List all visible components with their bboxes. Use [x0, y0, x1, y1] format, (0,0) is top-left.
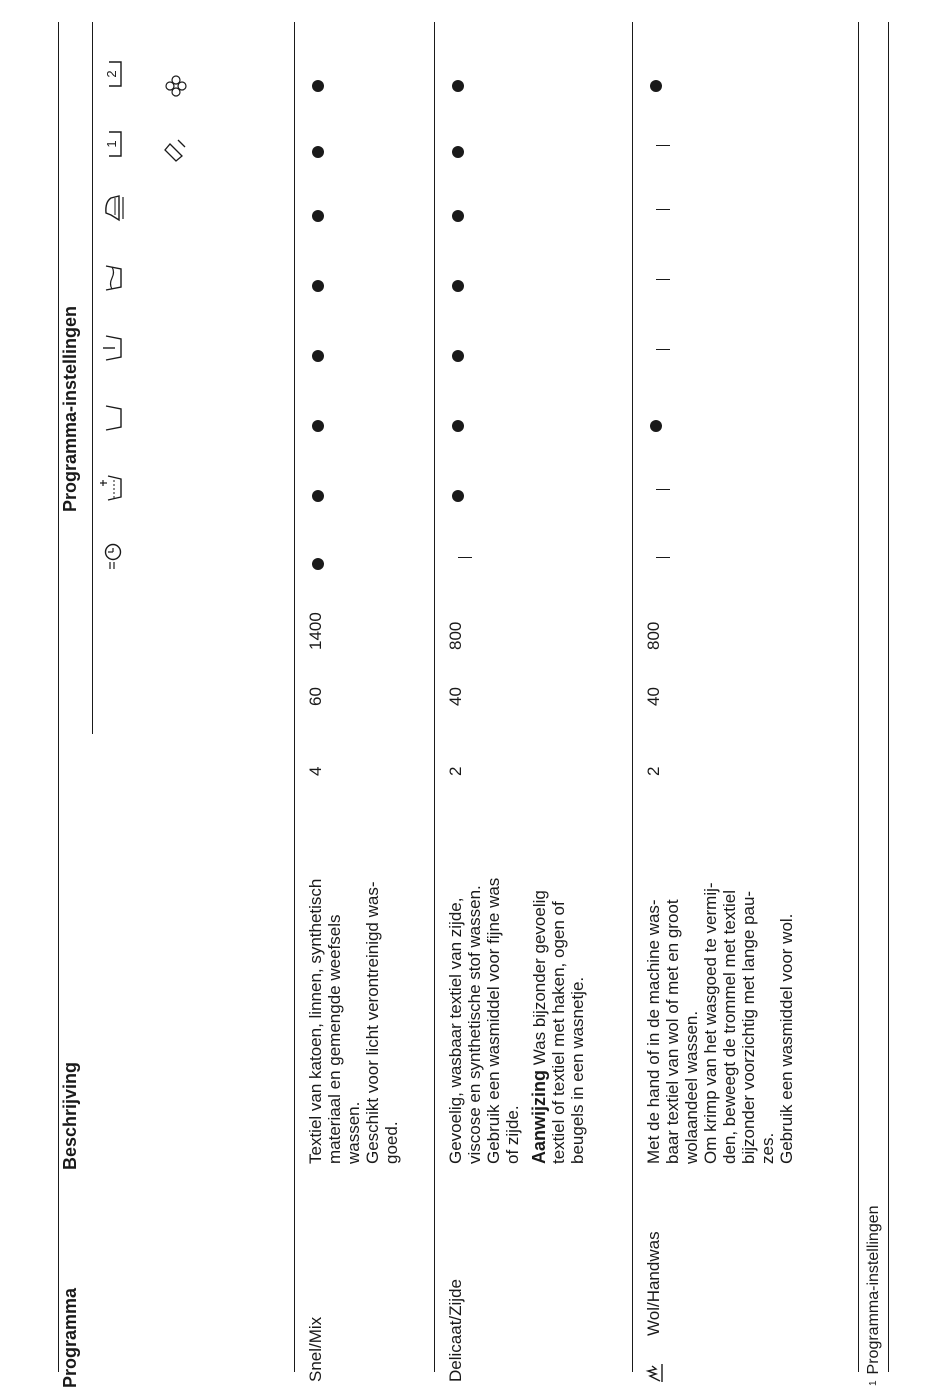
desc-line: wolaandeel wassen.: [682, 1010, 701, 1164]
bottle-icon-v: [162, 136, 190, 164]
snel-mix-spin: 1400: [306, 612, 325, 650]
gentle-wash-icon-v: [100, 262, 126, 294]
note-line: beugels in een wasnetje.: [568, 976, 587, 1164]
mark-dot: [452, 146, 464, 158]
detergent-dose-1-icon-v: [100, 128, 126, 160]
wol-handwas-load: 2: [644, 766, 663, 776]
mark-dot: [312, 210, 324, 222]
footnote-text-v: Programma-instellingen: [865, 1205, 882, 1375]
delicaat-zijde-description: [446, 878, 587, 1164]
desc-line: of zijde.: [503, 1105, 522, 1164]
wol-handwas-temp: 40: [644, 687, 663, 706]
dose-1-label-v: 1: [104, 140, 119, 148]
wol-handwas-spin: 800: [644, 621, 663, 650]
rule-instellingen-underline: [92, 22, 93, 734]
delicaat-zijde-temp: 40: [446, 687, 465, 706]
mark-dot: [312, 420, 324, 432]
desc-line: goed.: [382, 1121, 401, 1164]
mark-dot: [312, 350, 324, 362]
delicaat-zijde-name: Delicaat/Zijde: [446, 1279, 465, 1382]
dose-2-label-v: 2: [104, 70, 119, 78]
prewash-icon-v: [100, 402, 126, 434]
header-beschrijving-v: Beschrijving: [60, 1061, 80, 1170]
footnote-v: [864, 1205, 884, 1386]
header-instellingen-v: Programma-instellingen: [60, 305, 80, 512]
mark-dash: [656, 489, 670, 490]
mark-dash: [458, 557, 472, 558]
mark-dot: [452, 350, 464, 362]
desc-line: baar textiel van wol of met en groot: [663, 899, 682, 1164]
rule-left: [58, 22, 59, 1372]
speed-wash-icon-v: [100, 540, 126, 572]
rule-footnote-end: [888, 22, 889, 1372]
desc-line: wassen.: [344, 1101, 363, 1164]
desc-line: Gevoelig, wasbaar textiel van zijde,: [446, 897, 465, 1164]
snel-mix-description: [306, 879, 401, 1164]
desc-line: Om krimp van het wasgoed te vermij-: [701, 882, 720, 1164]
rule-row2-end: [632, 22, 633, 1372]
mark-dot: [650, 80, 662, 92]
snel-mix-name: Snel/Mix: [306, 1316, 325, 1382]
extra-rinse-icon-v: [100, 472, 126, 504]
note-text: Was bijzonder gevoelig: [530, 890, 549, 1070]
mark-dot: [650, 420, 662, 432]
wol-handwas-description: [644, 882, 796, 1164]
desc-line: bijzonder voorzichtig met lange pau-: [739, 890, 758, 1164]
desc-line: materiaal en gemengde weefsels: [325, 914, 344, 1164]
mark-dash: [656, 349, 670, 350]
footnote-number-v: 1: [868, 1380, 879, 1386]
note-line: [530, 878, 549, 1164]
iron-easy-icon-v: [100, 192, 126, 224]
mark-dash: [656, 145, 670, 146]
delicaat-zijde-spin: 800: [446, 621, 465, 650]
header-programma-v: Programma: [60, 1287, 80, 1388]
mark-dash: [656, 279, 670, 280]
rule-header-end: [294, 22, 295, 1372]
mark-dot: [452, 280, 464, 292]
rule-row1-end: [434, 22, 435, 1372]
mark-dot: [312, 146, 324, 158]
rinse-stop-icon-v: [100, 332, 126, 364]
desc-line: zes.: [758, 1132, 777, 1164]
mark-dot: [312, 280, 324, 292]
rule-row3-end: [858, 22, 859, 1372]
flower-icon-v: [164, 74, 188, 98]
mark-dot: [452, 80, 464, 92]
desc-line: Gebruik een wasmiddel voor wol.: [777, 913, 796, 1164]
mark-dot: [312, 80, 324, 92]
mark-dot: [312, 558, 324, 570]
desc-line: viscose en synthetische stof wassen.: [465, 885, 484, 1164]
desc-line: den, beweegt de trommel met textiel: [720, 889, 739, 1164]
desc-line: Met de hand of in de machine was-: [644, 899, 663, 1164]
wol-handwas-name: Wol/Handwas: [644, 1231, 663, 1336]
mark-dot: [452, 490, 464, 502]
desc-line: Textiel van katoen, linnen, synthetisch: [306, 878, 325, 1164]
desc-line: Geschikt voor licht verontreinigd was-: [363, 881, 382, 1164]
delicaat-zijde-load: 2: [446, 766, 465, 776]
wool-hand-icon: [642, 1362, 664, 1384]
mark-dot: [452, 210, 464, 222]
snel-mix-temp: 60: [306, 687, 325, 706]
mark-dot: [312, 490, 324, 502]
softener-dose-2-icon-v: [100, 58, 126, 90]
snel-mix-load: 4: [306, 766, 325, 776]
mark-dot: [452, 420, 464, 432]
note-label: Aanwijzing: [529, 1070, 549, 1164]
note-line: textiel of textiel met haken, ogen of: [549, 901, 568, 1164]
desc-line: Gebruik een wasmiddel voor fijne was: [484, 877, 503, 1164]
mark-dash: [656, 557, 670, 558]
mark-dash: [656, 209, 670, 210]
